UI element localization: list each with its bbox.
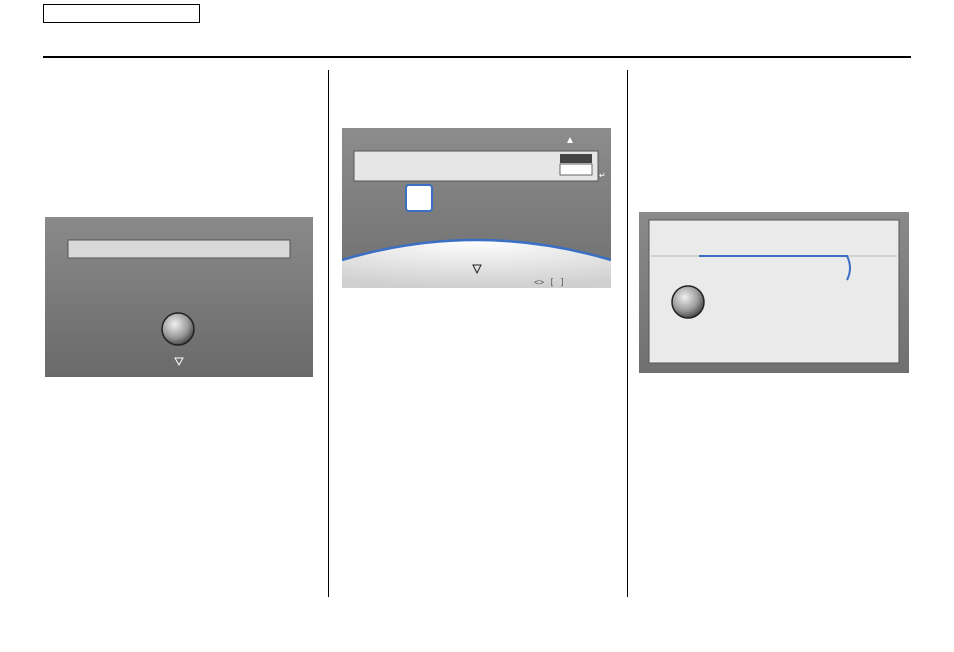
hits-badge bbox=[560, 154, 592, 163]
joystick-knob-icon bbox=[162, 313, 194, 345]
selected-letter-box bbox=[406, 185, 432, 211]
joystick-knob-icon bbox=[672, 286, 704, 318]
screen2-arrows-icon: <> [ ] bbox=[534, 278, 565, 288]
enter-street-name-screen bbox=[342, 128, 611, 288]
screen1-input-field bbox=[68, 240, 290, 258]
column-1 bbox=[43, 68, 315, 71]
enter-icon: ↵ bbox=[599, 171, 606, 180]
column-divider-2 bbox=[627, 70, 628, 597]
header-tab-box bbox=[43, 4, 200, 23]
footer-section bbox=[896, 611, 910, 628]
header-rule bbox=[43, 56, 911, 58]
say-street-name-screen bbox=[45, 217, 313, 377]
column-divider-1 bbox=[328, 70, 329, 597]
hits-count-box bbox=[560, 164, 592, 175]
column-3-lower bbox=[639, 381, 911, 398]
select-input-letter-screen bbox=[639, 212, 909, 373]
